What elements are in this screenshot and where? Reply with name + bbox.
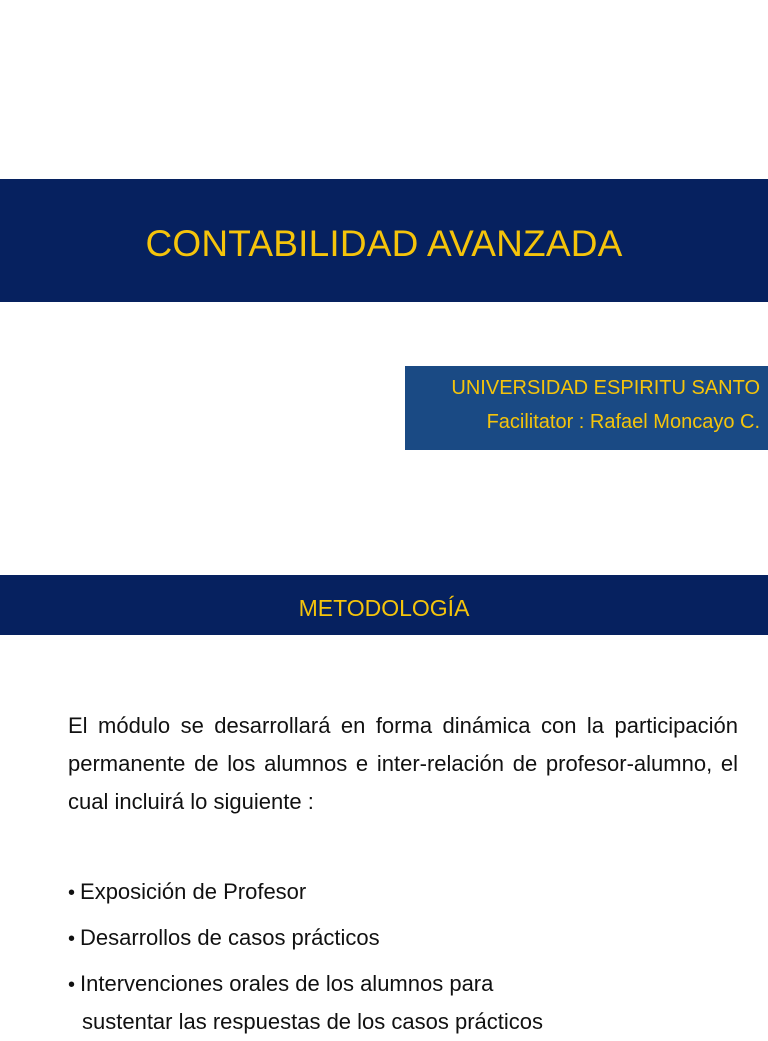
bullet-text: Desarrollos de casos prácticos xyxy=(80,925,380,950)
bullet-item xyxy=(68,919,758,965)
methodology-bullet-list xyxy=(68,873,758,1011)
facilitator-name: Facilitator : Rafael Moncayo C. xyxy=(486,411,760,433)
bullet-continuation: sustentar las respuestas de los casos prácticos xyxy=(82,1009,544,1034)
bullet-text: Intervenciones orales de los alumnos para xyxy=(80,971,494,996)
bullet-item xyxy=(68,873,758,919)
slide-title: CONTABILIDAD AVANZADA xyxy=(145,223,623,264)
section-heading: METODOLOGÍA xyxy=(298,595,470,621)
bullet-dot-icon: • xyxy=(68,974,76,996)
bullet-dot-icon: • xyxy=(68,882,76,904)
bullet-dot-icon: • xyxy=(68,928,76,950)
institution-name: UNIVERSIDAD ESPIRITU SANTO xyxy=(451,377,760,399)
methodology-paragraph: El módulo se desarrollará en forma dinámica con la participación permanente de los alumnos e inter-relación de profesor-alumno, el cual incluirá lo siguiente : xyxy=(68,713,738,814)
bullet-text: Exposición de Profesor xyxy=(80,879,307,904)
presenter-info-box xyxy=(405,366,768,450)
